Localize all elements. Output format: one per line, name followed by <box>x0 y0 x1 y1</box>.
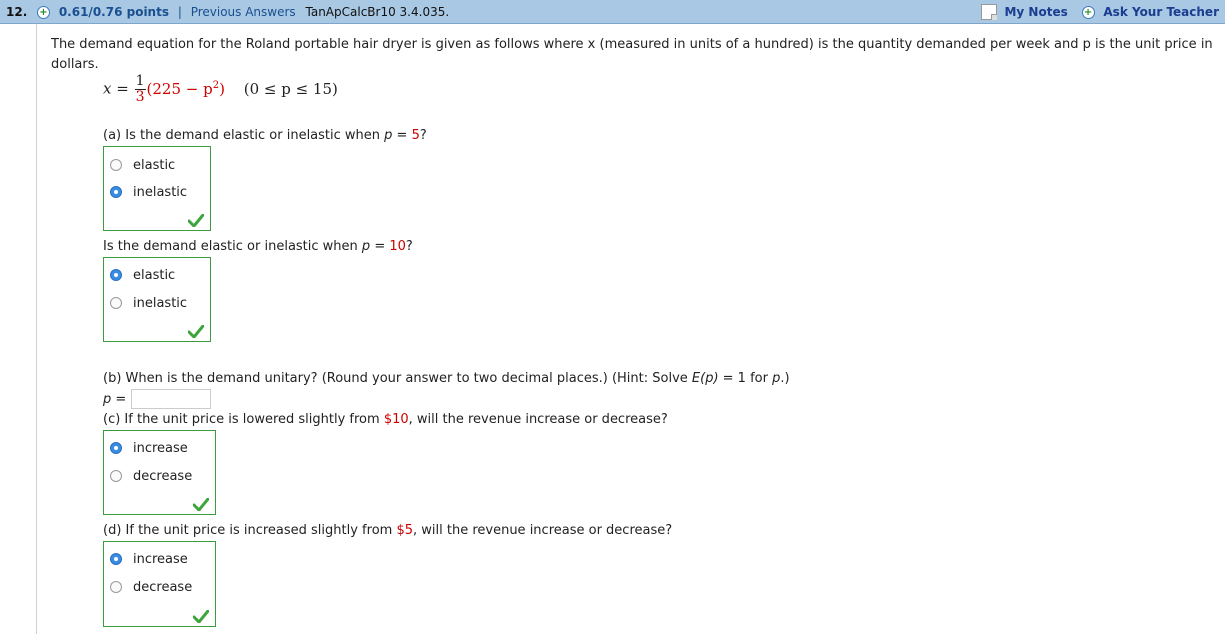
radio-icon[interactable] <box>110 159 122 171</box>
option-decrease[interactable] <box>110 466 192 486</box>
part-d-prefix: (d) If the unit price is increased slightly from <box>103 523 397 538</box>
option-elastic[interactable] <box>110 265 175 285</box>
checkmark-icon <box>188 214 204 227</box>
radio-icon[interactable] <box>110 269 122 281</box>
part-a-answer-box <box>103 146 211 231</box>
equation-body <box>147 80 225 98</box>
option-decrease[interactable] <box>110 577 192 597</box>
part-d-suffix: , will the revenue increase or decrease? <box>413 523 673 538</box>
equation-domain: (0 ≤ p ≤ 15) <box>243 79 338 98</box>
part-b-input-var: p <box>103 392 112 407</box>
radio-icon[interactable] <box>110 442 122 454</box>
checkmark-icon <box>188 325 204 338</box>
part-a2-suffix: ? <box>405 239 413 254</box>
option-label: elastic <box>133 157 176 173</box>
part-b-input-eq: = <box>111 392 127 407</box>
part-b-func: E(p) <box>691 371 719 386</box>
checkmark-icon <box>193 498 209 511</box>
header-actions <box>981 4 1219 20</box>
demand-equation <box>103 74 338 105</box>
part-a2-var: p <box>361 239 371 254</box>
part-a-suffix: ? <box>419 128 427 143</box>
option-label: increase <box>133 440 188 456</box>
option-increase[interactable] <box>110 438 188 458</box>
option-inelastic[interactable] <box>110 293 187 313</box>
ask-your-teacher-button[interactable]: Ask Your Teacher <box>1103 5 1219 19</box>
part-a-var: p <box>384 128 393 143</box>
part-b-mid: = 1 for <box>718 371 773 386</box>
part-a-equals: = <box>392 128 412 143</box>
part-d-value: $5 <box>396 523 413 538</box>
part-c-prefix: (c) If the unit price is lowered slightly from <box>103 412 384 427</box>
checkmark-icon <box>193 610 209 623</box>
part-c-value: $10 <box>383 412 409 427</box>
points-area <box>37 5 449 19</box>
equation-exponent: 2 <box>212 79 220 91</box>
part-b-suffix: .) <box>780 371 790 386</box>
part-a2-value: 10 <box>389 239 406 254</box>
points-score: 0.61/0.76 points <box>58 5 169 19</box>
plus-circle-icon[interactable]: + <box>1082 6 1095 19</box>
option-inelastic[interactable] <box>110 182 187 202</box>
option-label: inelastic <box>133 295 188 311</box>
question-left-border <box>36 24 37 634</box>
plus-circle-icon[interactable]: + <box>37 6 50 19</box>
fraction-denominator: 3 <box>135 89 145 105</box>
option-label: decrease <box>133 468 193 484</box>
radio-icon[interactable] <box>110 553 122 565</box>
option-label: inelastic <box>133 184 188 200</box>
radio-icon[interactable] <box>110 186 122 198</box>
part-a2-prompt <box>103 239 413 254</box>
radio-icon[interactable] <box>110 470 122 482</box>
part-a2-answer-box <box>103 257 211 342</box>
part-a-prefix: (a) Is the demand elastic or inelastic when <box>103 128 385 143</box>
part-a-value: 5 <box>411 128 420 143</box>
previous-answers-link[interactable]: Previous Answers <box>190 5 296 19</box>
question-header <box>0 0 1225 24</box>
part-d-answer-box <box>103 541 216 627</box>
equation-body-text: (225 − p <box>146 79 213 98</box>
my-notes-button[interactable]: My Notes <box>1004 5 1068 19</box>
radio-icon[interactable] <box>110 297 122 309</box>
part-b-prompt <box>103 371 790 386</box>
part-c-prompt <box>103 412 668 427</box>
option-label: increase <box>133 551 188 567</box>
part-b-input-label <box>103 392 126 407</box>
equation-lhs: x = <box>103 79 129 98</box>
option-increase[interactable] <box>110 549 188 569</box>
part-b-answer-input[interactable] <box>131 389 211 409</box>
part-b-prefix: (b) When is the demand unitary? (Round your answer to two decimal places.) (Hint: Solve <box>103 371 692 386</box>
equation-body-end: ) <box>219 79 225 98</box>
question-code: TanApCalcBr10 3.4.035. <box>305 5 450 19</box>
part-b-var: p <box>772 371 781 386</box>
option-label: decrease <box>133 579 193 595</box>
option-elastic[interactable] <box>110 155 175 175</box>
option-label: elastic <box>133 267 176 283</box>
part-c-answer-box <box>103 430 216 515</box>
part-a2-prefix: Is the demand elastic or inelastic when <box>103 239 362 254</box>
question-text: The demand equation for the Roland portable hair dryer is given as follows where x (measured in units of a hundred) is the quantity demanded per week and p is the unit price in dollars. <box>51 37 1213 72</box>
part-d-prompt <box>103 523 672 538</box>
question-number: 12. <box>6 5 28 19</box>
note-icon[interactable] <box>981 4 997 20</box>
equation-fraction <box>135 74 146 105</box>
radio-icon[interactable] <box>110 581 122 593</box>
part-c-suffix: , will the revenue increase or decrease? <box>408 412 668 427</box>
part-a2-equals: = <box>370 239 390 254</box>
header-separator: | <box>177 5 182 19</box>
part-a-prompt <box>103 128 427 143</box>
fraction-numerator: 1 <box>135 73 145 89</box>
